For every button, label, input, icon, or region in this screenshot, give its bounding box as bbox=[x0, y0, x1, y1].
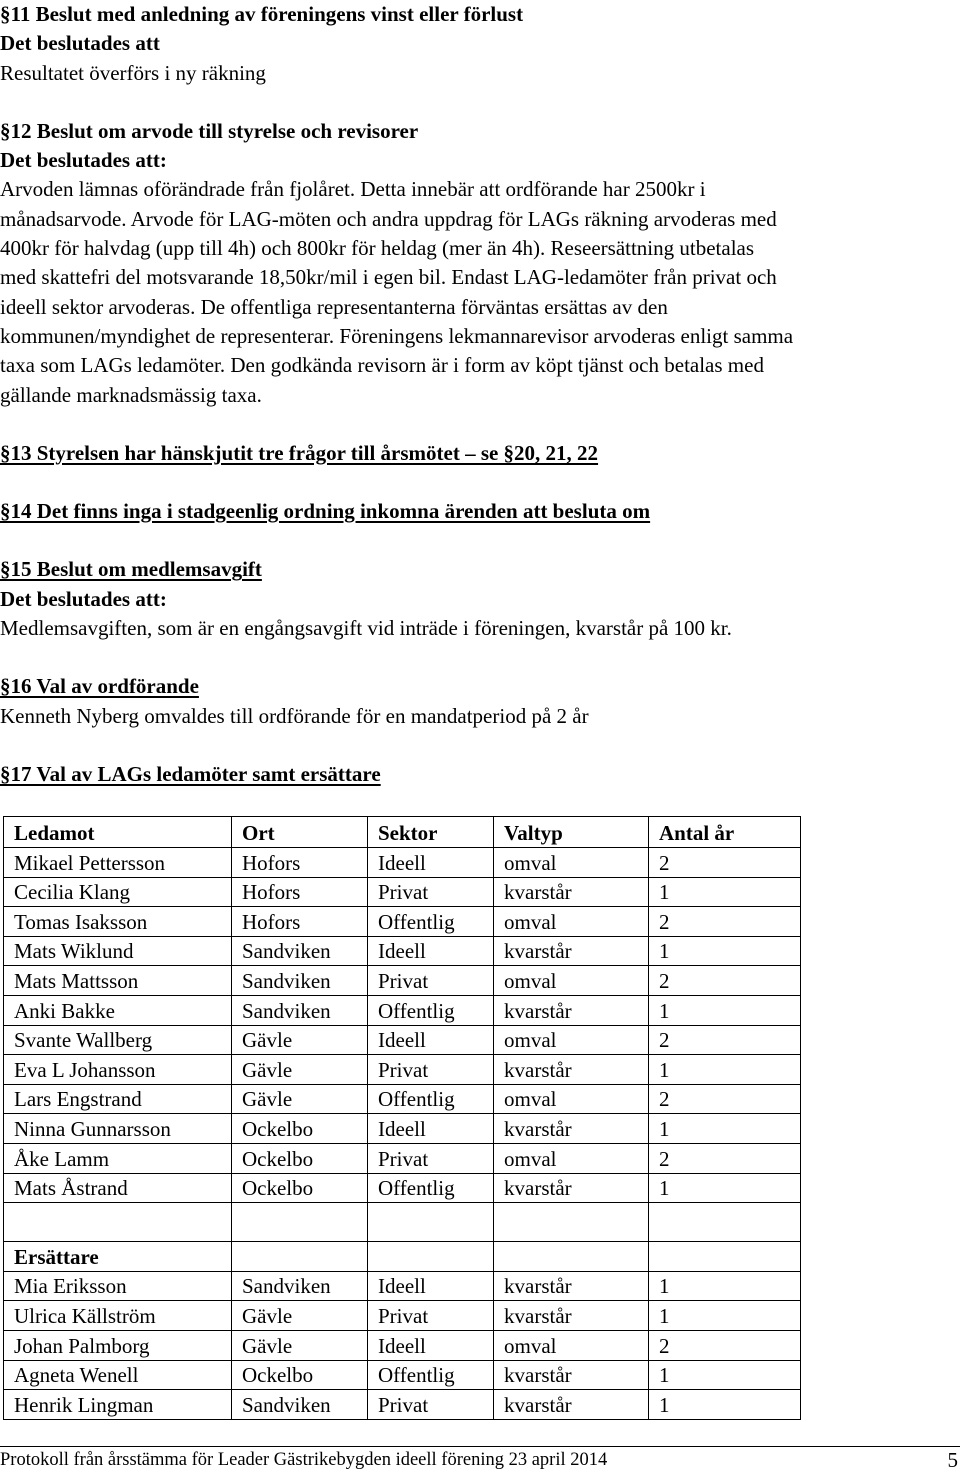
section-11-decided: Det beslutades att bbox=[0, 31, 160, 56]
table-cell: Ideell bbox=[368, 1025, 494, 1055]
table-cell: Sandviken bbox=[232, 1390, 368, 1420]
table-cell: omval bbox=[494, 907, 649, 937]
table-cell: Gävle bbox=[232, 1055, 368, 1085]
table-cell: kvarstår bbox=[494, 1390, 649, 1420]
section-12-body bbox=[0, 175, 960, 409]
table-cell: 2 bbox=[649, 966, 801, 996]
table-row bbox=[4, 907, 801, 937]
substitutes-header-row bbox=[4, 1242, 801, 1272]
section-14 bbox=[0, 497, 960, 526]
table-cell: 2 bbox=[649, 1084, 801, 1114]
section-13-heading: §13 Styrelsen har hänskjutit tre frågor till årsmötet – se §20, 21, 22 bbox=[0, 440, 599, 465]
section-17 bbox=[0, 760, 960, 789]
section-16-heading: §16 Val av ordförande bbox=[0, 674, 199, 699]
table-cell bbox=[649, 1242, 801, 1272]
section-12-line: taxa som LAGs ledamöter. Den godkända revisorn är i form av köpt tjänst och betalas med bbox=[0, 353, 764, 378]
table-cell: 1 bbox=[649, 936, 801, 966]
section-12 bbox=[0, 117, 960, 410]
table-cell: Hofors bbox=[232, 848, 368, 878]
table-cell: Mia Eriksson bbox=[4, 1271, 232, 1301]
section-17-heading: §17 Val av LAGs ledamöter samt ersättare bbox=[0, 761, 381, 786]
table-cell bbox=[4, 1203, 232, 1242]
table-cell: 1 bbox=[649, 1055, 801, 1085]
table-cell: 1 bbox=[649, 1173, 801, 1203]
table-cell: Sandviken bbox=[232, 995, 368, 1025]
section-12-line: gällande marknadsmässig taxa. bbox=[0, 382, 262, 407]
table-cell: 2 bbox=[649, 1025, 801, 1055]
table-cell: Åke Lamm bbox=[4, 1143, 232, 1173]
table-row bbox=[4, 936, 801, 966]
table-cell: kvarstår bbox=[494, 1055, 649, 1085]
table-cell: omval bbox=[494, 1025, 649, 1055]
table-row bbox=[4, 995, 801, 1025]
table-cell: Privat bbox=[368, 877, 494, 907]
table-cell: 2 bbox=[649, 907, 801, 937]
table-cell: 1 bbox=[649, 1301, 801, 1331]
table-cell: Valtyp bbox=[494, 817, 649, 848]
table-cell: 2 bbox=[649, 848, 801, 878]
table-cell: Ledamot bbox=[4, 817, 232, 848]
table-cell: Ideell bbox=[368, 1271, 494, 1301]
section-15-text: Medlemsavgiften, som är en engångsavgift vid inträde i föreningen, kvarstår på 100 kr. bbox=[0, 616, 732, 641]
table-row bbox=[4, 1084, 801, 1114]
table-row bbox=[4, 1301, 801, 1331]
table-cell: Ockelbo bbox=[232, 1114, 368, 1144]
table-cell: Hofors bbox=[232, 907, 368, 937]
table-cell bbox=[368, 1203, 494, 1242]
table-cell: Ockelbo bbox=[232, 1360, 368, 1390]
section-16-text: Kenneth Nyberg omvaldes till ordförande för en mandatperiod på 2 år bbox=[0, 703, 589, 728]
lag-members-table bbox=[3, 816, 801, 1420]
table-cell: Henrik Lingman bbox=[4, 1390, 232, 1420]
table-cell: Mats Wiklund bbox=[4, 936, 232, 966]
page-number: 5 bbox=[947, 1448, 958, 1472]
table-row bbox=[4, 1330, 801, 1360]
table-cell bbox=[649, 1203, 801, 1242]
table-cell bbox=[494, 1203, 649, 1242]
section-12-line: med skattefri del motsvarande 18,50kr/mil i egen bil. Endast LAG-ledamöter från privat och bbox=[0, 265, 777, 290]
table-cell: Offentlig bbox=[368, 995, 494, 1025]
section-15-decided: Det beslutades att: bbox=[0, 586, 167, 611]
section-13 bbox=[0, 439, 960, 468]
table-row bbox=[4, 1173, 801, 1203]
table-cell: Sandviken bbox=[232, 936, 368, 966]
table-cell: Ideell bbox=[368, 936, 494, 966]
section-11 bbox=[0, 0, 960, 88]
table-cell: omval bbox=[494, 848, 649, 878]
table-cell: 1 bbox=[649, 1114, 801, 1144]
table-spacer-row bbox=[4, 1203, 801, 1242]
page-footer bbox=[0, 1446, 960, 1473]
table-cell: 1 bbox=[649, 1390, 801, 1420]
table-cell: omval bbox=[494, 1330, 649, 1360]
section-15 bbox=[0, 555, 960, 643]
table-cell: Tomas Isaksson bbox=[4, 907, 232, 937]
table-cell: Ideell bbox=[368, 1330, 494, 1360]
table-cell: Anki Bakke bbox=[4, 995, 232, 1025]
table-cell bbox=[494, 1242, 649, 1272]
table-cell: 2 bbox=[649, 1143, 801, 1173]
table-cell: kvarstår bbox=[494, 1271, 649, 1301]
table-cell: Offentlig bbox=[368, 907, 494, 937]
table-cell: omval bbox=[494, 1084, 649, 1114]
section-11-heading: §11 Beslut med anledning av föreningens vinst eller förlust bbox=[0, 2, 524, 26]
table-cell: kvarstår bbox=[494, 1301, 649, 1331]
table-cell: Ideell bbox=[368, 848, 494, 878]
table-cell bbox=[368, 1242, 494, 1272]
table-cell: 1 bbox=[649, 1360, 801, 1390]
section-12-line: kommunen/myndighet de representerar. Föreningens lekmannarevisor arvoderas enligt samma bbox=[0, 323, 794, 348]
table-cell: Antal år bbox=[649, 817, 801, 848]
table-cell: Gävle bbox=[232, 1301, 368, 1331]
table-cell: Privat bbox=[368, 1143, 494, 1173]
table-cell: Ockelbo bbox=[232, 1173, 368, 1203]
substitutes-label: Ersättare bbox=[4, 1242, 232, 1272]
table-cell: 1 bbox=[649, 1271, 801, 1301]
table-cell: omval bbox=[494, 1143, 649, 1173]
table-cell: Ninna Gunnarsson bbox=[4, 1114, 232, 1144]
table-cell: Sektor bbox=[368, 817, 494, 848]
section-11-text: Resultatet överförs i ny räkning bbox=[0, 60, 266, 85]
table-cell: Eva L Johansson bbox=[4, 1055, 232, 1085]
table-row bbox=[4, 877, 801, 907]
table-cell: Svante Wallberg bbox=[4, 1025, 232, 1055]
section-12-heading: §12 Beslut om arvode till styrelse och revisorer bbox=[0, 118, 419, 143]
table-row bbox=[4, 848, 801, 878]
table-cell: Gävle bbox=[232, 1084, 368, 1114]
table-cell: Mats Åstrand bbox=[4, 1173, 232, 1203]
section-15-heading: §15 Beslut om medlemsavgift bbox=[0, 557, 262, 582]
table-cell: Ort bbox=[232, 817, 368, 848]
table-cell: Sandviken bbox=[232, 1271, 368, 1301]
table-cell: Lars Engstrand bbox=[4, 1084, 232, 1114]
table-row bbox=[4, 1025, 801, 1055]
table-cell: Gävle bbox=[232, 1025, 368, 1055]
section-12-line: 400kr för halvdag (upp till 4h) och 800kr för heldag (mer än 4h). Reseersättning utbetalas bbox=[0, 236, 755, 261]
table-cell: kvarstår bbox=[494, 995, 649, 1025]
table-cell: 2 bbox=[649, 1330, 801, 1360]
section-12-decided: Det beslutades att: bbox=[0, 148, 167, 173]
table-cell: kvarstår bbox=[494, 1114, 649, 1144]
table-cell: Agneta Wenell bbox=[4, 1360, 232, 1390]
table-cell: 1 bbox=[649, 877, 801, 907]
table-cell: Ideell bbox=[368, 1114, 494, 1144]
table-cell: Privat bbox=[368, 1390, 494, 1420]
section-12-line: ideell sektor arvoderas. De offentliga representanterna förväntas ersättas av den bbox=[0, 294, 668, 319]
table-cell: Cecilia Klang bbox=[4, 877, 232, 907]
section-12-line: månadsarvode. Arvode för LAG-möten och andra uppdrag för LAGs räkning arvoderas med bbox=[0, 206, 777, 231]
table-cell: Offentlig bbox=[368, 1360, 494, 1390]
table-cell: Gävle bbox=[232, 1330, 368, 1360]
table-cell: kvarstår bbox=[494, 1173, 649, 1203]
table-cell: Johan Palmborg bbox=[4, 1330, 232, 1360]
table-cell: Offentlig bbox=[368, 1084, 494, 1114]
table-cell: Ockelbo bbox=[232, 1143, 368, 1173]
table-cell: kvarstår bbox=[494, 877, 649, 907]
table-row bbox=[4, 1271, 801, 1301]
section-14-heading: §14 Det finns inga i stadgeenlig ordning inkomna ärenden att besluta om bbox=[0, 499, 651, 524]
table-cell: Ulrica Källström bbox=[4, 1301, 232, 1331]
table-cell bbox=[232, 1242, 368, 1272]
table-cell: Mikael Pettersson bbox=[4, 848, 232, 878]
table-cell: Offentlig bbox=[368, 1173, 494, 1203]
table-row bbox=[4, 1360, 801, 1390]
table-cell: Sandviken bbox=[232, 966, 368, 996]
section-12-line: Arvoden lämnas oförändrade från fjolåret. Detta innebär att ordförande har 2500kr i bbox=[0, 177, 706, 202]
table-cell: Privat bbox=[368, 1055, 494, 1085]
footer-text: Protokoll från årsstämma för Leader Gästrikebygden ideell förening 23 april 2014 bbox=[0, 1450, 608, 1470]
table-cell: kvarstår bbox=[494, 936, 649, 966]
table-row bbox=[4, 1390, 801, 1420]
table-row bbox=[4, 1143, 801, 1173]
table-cell: Mats Mattsson bbox=[4, 966, 232, 996]
table-cell: 1 bbox=[649, 995, 801, 1025]
table-cell: Privat bbox=[368, 1301, 494, 1331]
table-cell: kvarstår bbox=[494, 1360, 649, 1390]
table-row bbox=[4, 1055, 801, 1085]
section-16 bbox=[0, 672, 960, 731]
table-cell: Hofors bbox=[232, 877, 368, 907]
table-header-row bbox=[4, 817, 801, 848]
table-row bbox=[4, 966, 801, 996]
table-cell bbox=[232, 1203, 368, 1242]
table-row bbox=[4, 1114, 801, 1144]
table-cell: Privat bbox=[368, 966, 494, 996]
table-cell: omval bbox=[494, 966, 649, 996]
